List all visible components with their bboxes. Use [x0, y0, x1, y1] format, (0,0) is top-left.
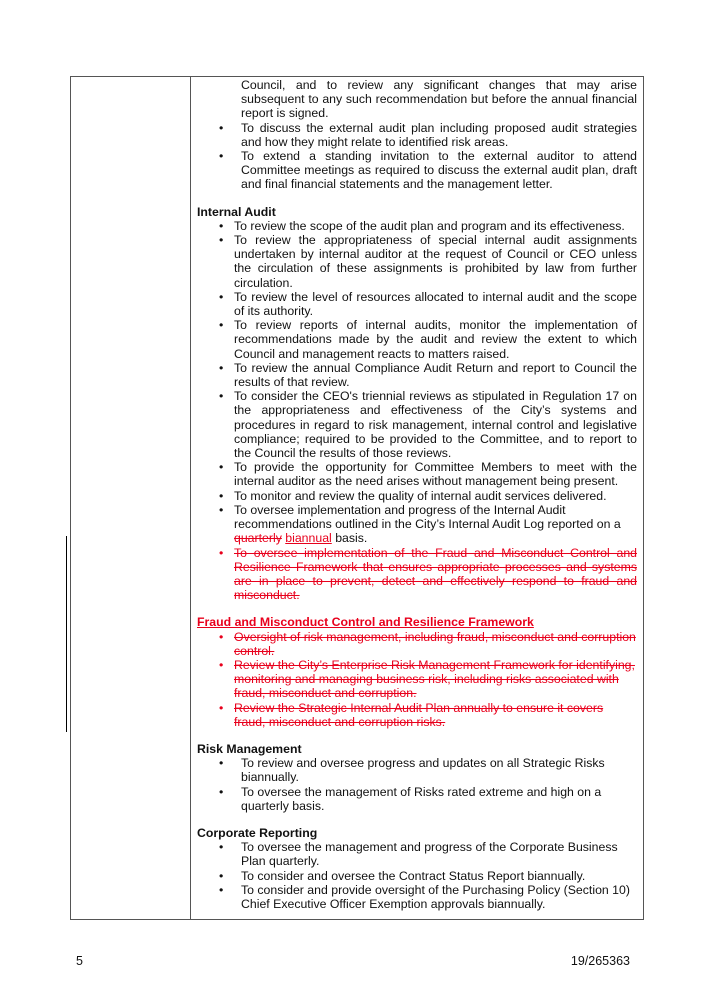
- list-item: • To review the appropriateness of special internal audit assignments undertaken by internal auditor at the request of Council or CEO unless the circulation of these assignments is prohibited by law from further circulation.: [197, 233, 637, 290]
- list-item-tracked-change: [197, 503, 637, 546]
- inserted-text: biannual: [285, 531, 332, 546]
- content-cell: [197, 78, 637, 911]
- external-audit-list: [197, 121, 637, 192]
- list-item: • To oversee the management and progress of the Corporate Business Plan quarterly.: [197, 840, 637, 868]
- list-item: • To review reports of internal audits, monitor the implementation of recommendations made by the audit and review the extent to which Council and management reacts to matters raised.: [197, 318, 637, 361]
- internal-audit-heading: Internal Audit: [197, 204, 276, 219]
- list-item: • To review the level of resources allocated to internal audit and the scope of its authority.: [197, 290, 637, 318]
- list-item: • To review the annual Compliance Audit Return and report to Council the results of that review.: [197, 361, 637, 389]
- document-reference: 19/265363: [570, 954, 630, 968]
- deleted-list-item: • Oversight of risk management, including fraud, misconduct and corruption control.: [197, 630, 637, 658]
- list-item: • To monitor and review the quality of internal audit services delivered.: [197, 489, 637, 503]
- list-item: • To review and oversee progress and updates on all Strategic Risks biannually.: [197, 756, 637, 784]
- oversee-prefix: To oversee implementation and progress of the Internal Audit recommendations outlined in the City’s Internal Audit Log reported on a: [234, 502, 621, 532]
- corporate-reporting-heading: Corporate Reporting: [197, 825, 318, 840]
- continued-text: Council, and to review any significant changes that may arise subsequent to any such recommendation but before the annual financial report is signed.: [241, 78, 637, 121]
- list-item: • To oversee the management of Risks rated extreme and high on a quarterly basis.: [197, 785, 637, 813]
- fraud-heading: Fraud and Misconduct Control and Resilience Framework: [197, 615, 534, 630]
- deleted-list-item: • Review the City’s Enterprise Risk Management Framework for identifying, monitoring and managing business risk, including risks associated with fraud, misconduct and corruption.: [197, 658, 637, 701]
- list-item: • To consider the CEO's triennial reviews as stipulated in Regulation 17 on the appropriateness and effectiveness of the City’s systems and procedures in regard to risk management, internal control and legislative compliance; required to be provided to the Committee, and to report to the Council the results of those reviews.: [197, 389, 637, 460]
- page-number: 5: [76, 954, 83, 968]
- list-item: • To extend a standing invitation to the external auditor to attend Committee meetings as required to discuss the external audit plan, draft and final financial statements and the management letter.: [197, 149, 637, 192]
- risk-management-list: [197, 756, 637, 813]
- oversee-suffix: basis.: [335, 531, 368, 546]
- list-item: • To consider and provide oversight of the Purchasing Policy (Section 10) Chief Executive Officer Exemption approvals biannually.: [197, 883, 637, 911]
- internal-audit-list: [197, 219, 637, 602]
- content-table: [70, 76, 644, 920]
- change-bar: [66, 536, 67, 732]
- list-item: • To review the scope of the audit plan and program and its effectiveness.: [197, 219, 637, 233]
- list-item: • To provide the opportunity for Committee Members to meet with the internal auditor as the need arises without management being present.: [197, 460, 637, 488]
- list-item: • To discuss the external audit plan including proposed audit strategies and how they might relate to identified risk areas.: [197, 121, 637, 149]
- deleted-list-item: • To oversee implementation of the Fraud and Misconduct Control and Resilience Framework that ensures appropriate processes and systems are in place to prevent, detect and effectively respond to fraud and misconduct.: [197, 546, 637, 603]
- column-divider: [190, 77, 191, 919]
- deleted-text: quarterly: [234, 531, 282, 546]
- fraud-list: [197, 630, 637, 729]
- risk-management-heading: Risk Management: [197, 741, 302, 756]
- corporate-reporting-list: [197, 840, 637, 911]
- list-item: • To consider and oversee the Contract Status Report biannually.: [197, 869, 637, 883]
- deleted-list-item: • Review the Strategic Internal Audit Plan annually to ensure it covers fraud, misconduct and corruption risks.: [197, 701, 637, 729]
